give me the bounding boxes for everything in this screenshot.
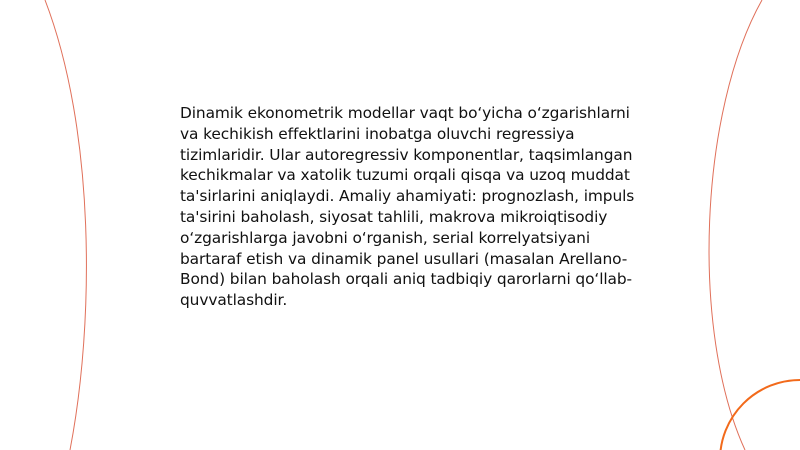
body-paragraph: Dinamik ekonometrik modellar vaqt bo‘yicha o‘zgarishlarni va kechikish effektlarini inobatga oluvchi regressiya tizimlaridir. Ular autoregressiv komponentlar, taqsimlangan kechikmalar va xatolik tuzumi orqali qisqa va uzoq muddat ta'sirlarini aniqlaydi. Amaliy ahamiyati: prognozlash, impuls ta'sirini baholash, siyosat tahlili, makrova mikroiqtisodiy o‘zgarishlarga javobni o‘rganish, serial korrelyatsiyani bartaraf etish va dinamik panel usullari (masalan Arellano-Bond) bilan baholash orqali aniq tadbiqiy qarorlarni qo‘llab-quvvatlashdir. (180, 104, 635, 310)
right-thin-arc (709, 0, 762, 450)
left-thin-arc (45, 0, 86, 450)
